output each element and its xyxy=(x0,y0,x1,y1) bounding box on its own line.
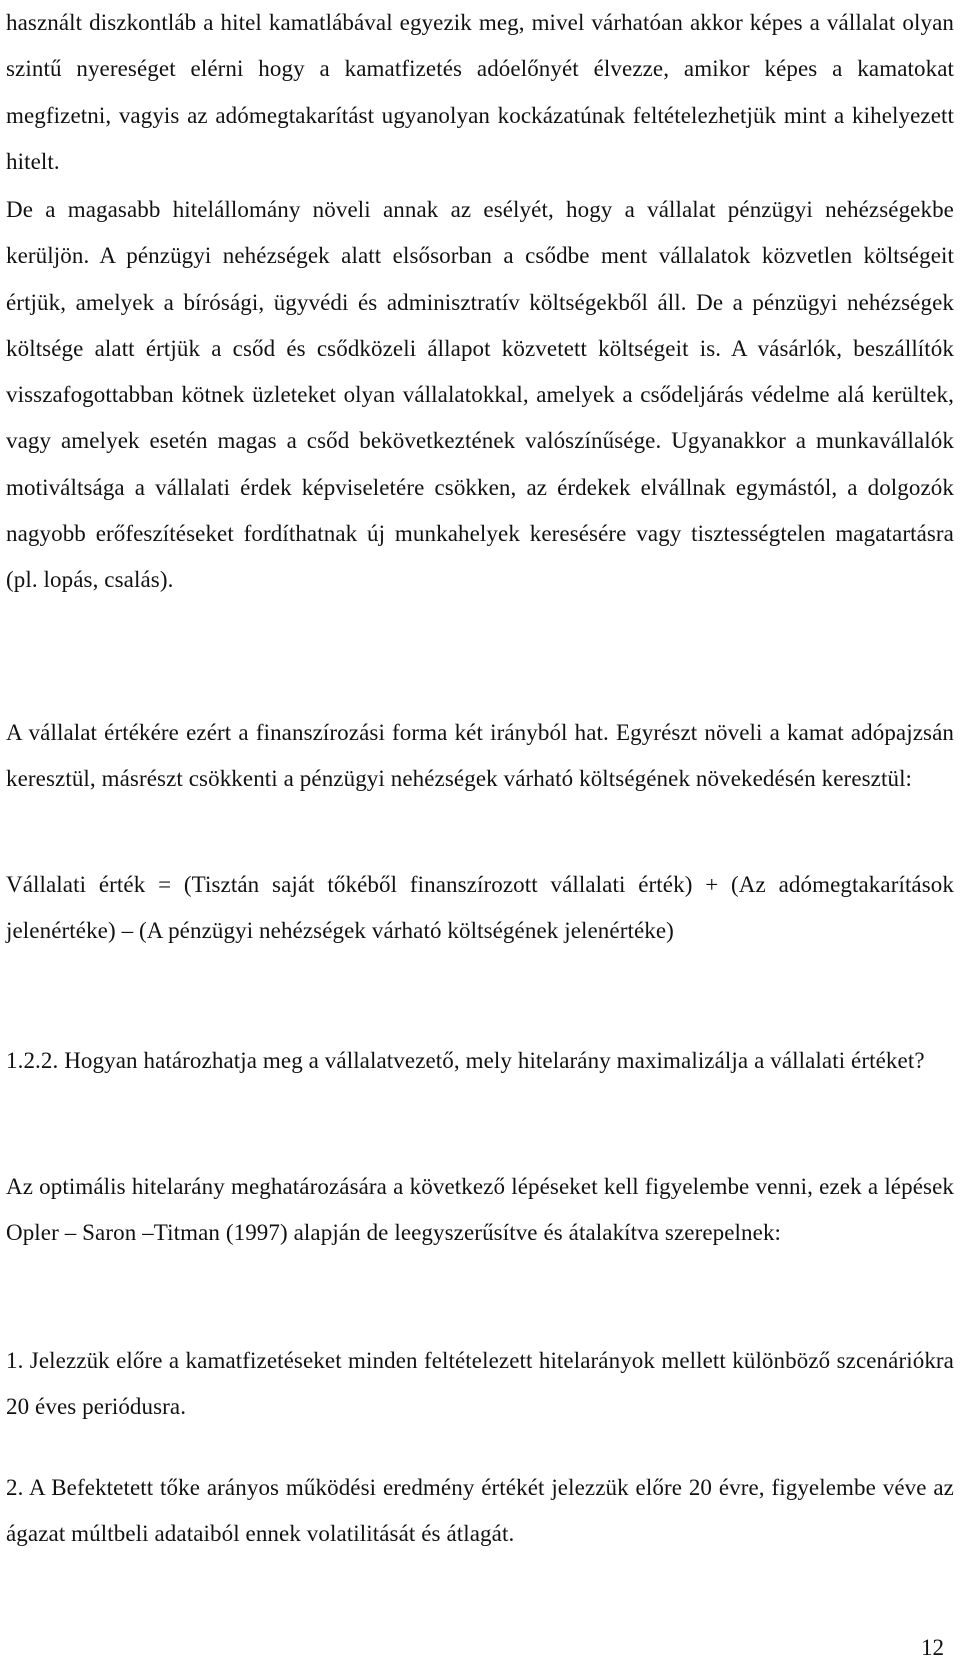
paragraph-optimal-leverage-steps: Az optimális hitelarány meghatározására a következő lépéseket kell figyelembe venni, ezek a lépések Opler – Saron –Titman (1997) alapján de leegyszerűsítve és átalakítva szerepelnek: xyxy=(6,1174,954,1246)
paragraph-financial-distress: De a magasabb hitelállomány növeli annak az esélyét, hogy a vállalat pénzügyi nehézségekbe kerüljön. A pénzügyi nehézségek alatt elsősorban a csődbe ment vállalatok közvetlen költségeit értjük, amelyek a bírósági, ügyvédi és adminisztratív költségekből áll. De a pénzügyi nehézségek költsége alatt értjük a csőd és csődközeli állapot közvetett költségeit is. A vásárlók, beszállítók visszafogottabban kötnek üzleteket olyan vállalatokkal, amelyek a csődeljárás védelme alá kerültek, vagy amelyek esetén magas a csőd bekövetkeztének valószínűsége. Ugyanakkor a munkavállalók motiváltsága a vállalati érdek képviseletére csökken, az érdekek elvállnak egymástól, a dolgozók nagyobb erőfeszítéseket fordíthatnak új munkahelyek keresésére vagy tisztességtelen magatartásra (pl. lopás, csalás). xyxy=(6,197,954,593)
page-number: 12 xyxy=(921,1635,944,1660)
section-heading-1-2-2: 1.2.2. Hogyan határozhatja meg a vállalatvezető, mely hitelarány maximalizálja a vállalati értéket? xyxy=(6,1048,925,1073)
paragraph-financing-effect: A vállalat értékére ezért a finanszírozási forma két irányból hat. Egyrészt növeli a kamat adópajzsán keresztül, másrészt csökkenti a pénzügyi nehézségek várható költségének növekedésén keresztül: xyxy=(6,720,954,792)
list-item-step-1: 1. Jelezzük előre a kamatfizetéseket minden feltételezett hitelarányok mellett különböző szcenáriókra 20 éves periódusra. xyxy=(6,1348,954,1420)
paragraph-discount-rate: használt diszkontláb a hitel kamatlábával egyezik meg, mivel várhatóan akkor képes a vállalat olyan szintű nyereséget elérni hogy a kamatfizetés adóelőnyét élvezze, amikor képes a kamatokat megfizetni, vagyis az adómegtakarítást ugyanolyan kockázatúnak feltételezhetjük mint a kihelyezett hitelt. xyxy=(6,10,954,174)
paragraph-firm-value-formula: Vállalati érték = (Tisztán saját tőkéből finanszírozott vállalati érték) + (Az adómegtakarítások jelenértéke) – (A pénzügyi nehézségek várható költségének jelenértéke) xyxy=(6,872,954,944)
list-item-step-2: 2. A Befektetett tőke arányos működési eredmény értékét jelezzük előre 20 évre, figyelembe véve az ágazat múltbeli adataiból ennek volatilitását és átlagát. xyxy=(6,1475,954,1547)
